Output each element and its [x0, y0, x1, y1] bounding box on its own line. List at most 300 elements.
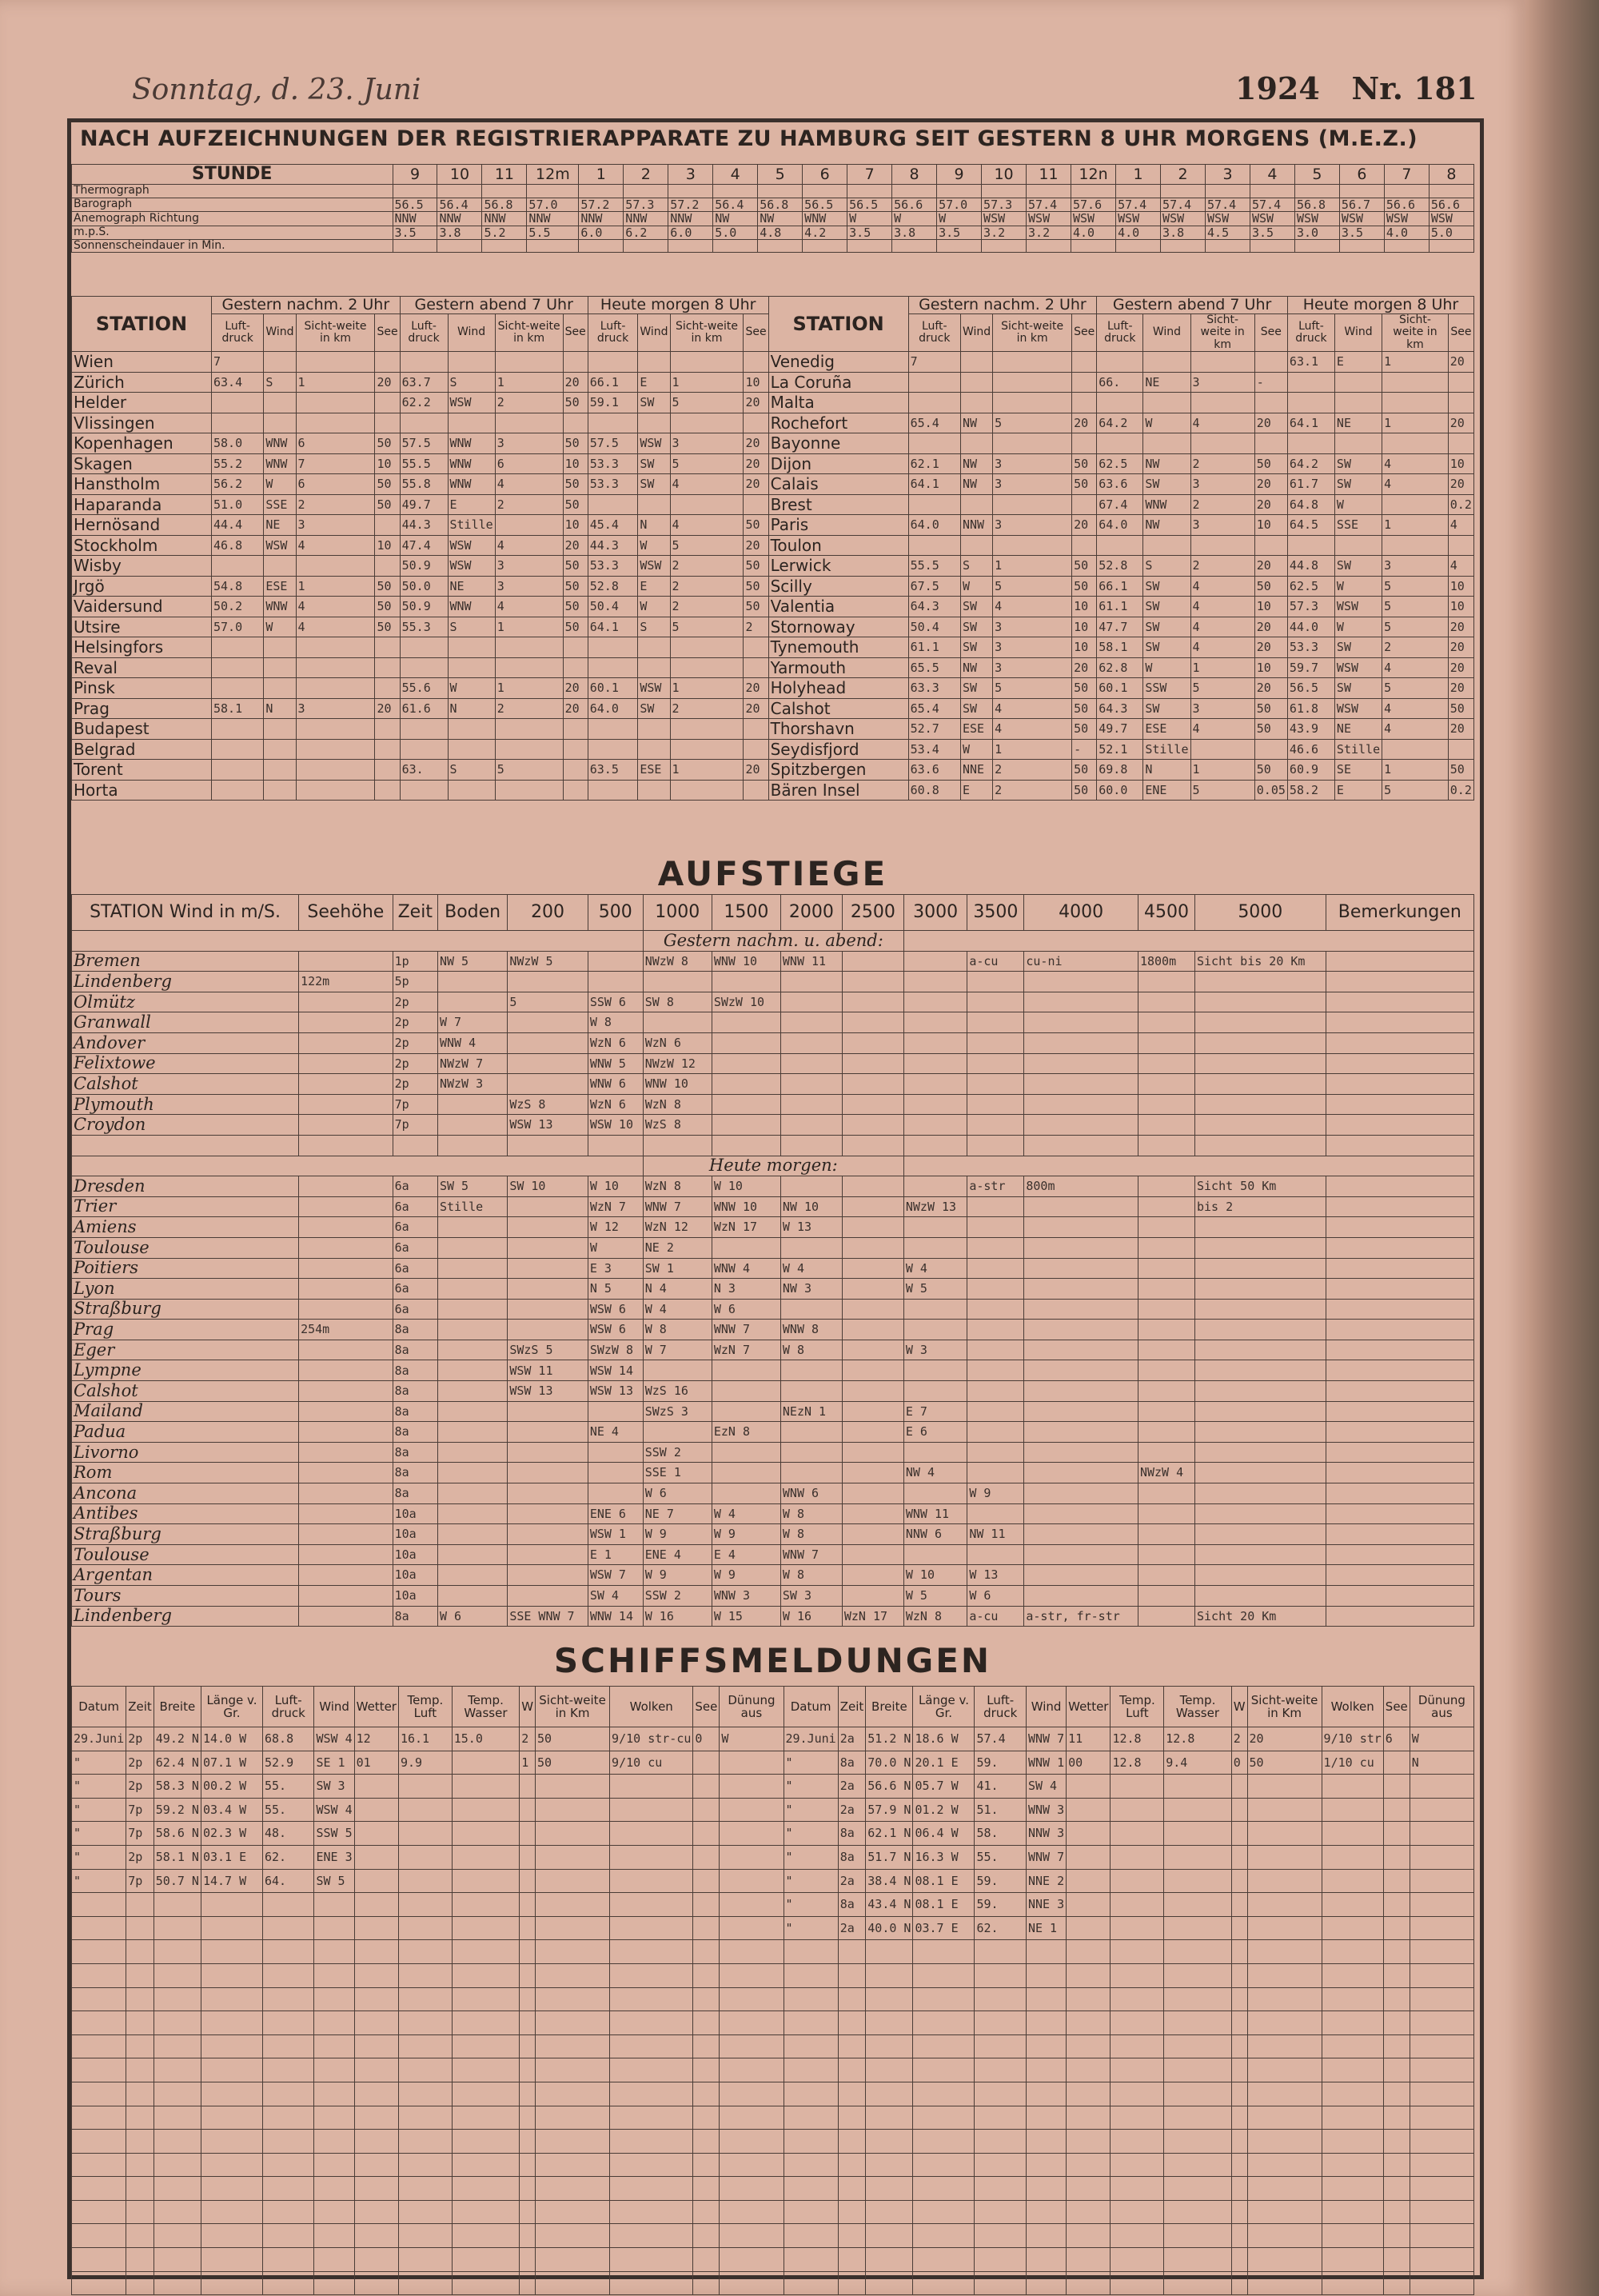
station-value: NW — [1143, 453, 1190, 474]
station-value — [638, 637, 670, 658]
hour-cell: 57.6 — [1071, 198, 1115, 212]
ship-value — [693, 1916, 720, 1940]
ship-value — [1026, 2271, 1066, 2295]
station-value: 6 — [296, 474, 375, 495]
ship-value — [1231, 2106, 1247, 2130]
ascent-value — [437, 1217, 507, 1238]
ship-value: 70.0 N — [866, 1751, 913, 1775]
hour-cell — [1250, 240, 1294, 253]
station-value: 1 — [495, 678, 563, 699]
station-value: 4 — [1190, 719, 1254, 740]
aufstiege-row — [72, 1299, 1474, 1320]
station-value — [1254, 739, 1287, 760]
ship-value — [72, 1893, 126, 1917]
ship-value — [693, 2011, 720, 2035]
ship-value — [1164, 1775, 1231, 1799]
ship-value — [1247, 1845, 1322, 1869]
ascent-value — [1195, 1381, 1326, 1402]
ascent-value — [1024, 1483, 1138, 1504]
ship-value — [1247, 1869, 1322, 1893]
ascent-value — [1024, 1381, 1138, 1402]
ship-value — [126, 2058, 154, 2082]
ship-value — [838, 1940, 866, 1964]
station-value: WSW — [1334, 657, 1382, 678]
station-value: 1 — [1382, 515, 1449, 536]
station-value — [264, 760, 296, 781]
station-value: 4 — [1382, 453, 1449, 474]
ship-value: 02.3 W — [201, 1822, 262, 1846]
ascent-value — [1195, 1544, 1326, 1565]
ship-row — [72, 1822, 1474, 1846]
station-name: Wisby — [72, 556, 212, 577]
station-value — [375, 678, 400, 699]
ship-header-row — [72, 1687, 1474, 1727]
ship-value: 55. — [262, 1798, 313, 1822]
ship-value — [1247, 1940, 1322, 1964]
ship-value — [610, 2248, 693, 2272]
station-value: 50 — [563, 597, 588, 617]
station-value — [1287, 535, 1334, 556]
hour-col: 1 — [579, 165, 624, 185]
ascent-value — [1138, 1422, 1194, 1443]
station-value: 10 — [1072, 617, 1097, 637]
station-value: 4 — [670, 474, 744, 495]
ship-value — [1111, 2058, 1164, 2082]
station-value: 1 — [1382, 352, 1449, 373]
ship-value — [72, 2082, 126, 2106]
ship-value — [314, 2177, 354, 2201]
ship-value — [262, 1987, 313, 2011]
station-value: ESE — [960, 719, 992, 740]
station-value: 2 — [670, 698, 744, 719]
ascent-value — [299, 1606, 393, 1627]
station-value: SW — [960, 617, 992, 637]
station-value: 20 — [1254, 413, 1287, 433]
hour-col: 6 — [1339, 165, 1384, 185]
station-value: WNW — [448, 433, 495, 454]
ascent-value — [437, 1544, 507, 1565]
ascent-value — [1326, 1094, 1473, 1115]
ascent-value — [1195, 1503, 1326, 1524]
ascent-value — [508, 1053, 588, 1074]
ascent-value — [1326, 1217, 1473, 1238]
ascent-value: 8a — [393, 1442, 437, 1463]
ship-value — [693, 2248, 720, 2272]
ship-value — [354, 2082, 398, 2106]
station-value — [563, 637, 588, 658]
ship-value: NNE 2 — [1026, 1869, 1066, 1893]
ship-value — [693, 2082, 720, 2106]
ascent-value — [1138, 1115, 1194, 1136]
ship-value — [126, 1893, 154, 1917]
ship-value: SW 5 — [314, 1869, 354, 1893]
ship-value — [398, 2011, 452, 2035]
station-value: N — [638, 515, 670, 536]
ascent-value — [842, 1320, 903, 1340]
station-value: 10 — [1448, 576, 1473, 597]
ascent-value: WNW 6 — [780, 1483, 842, 1504]
ascent-value — [780, 1422, 842, 1443]
ascent-value: WNW 8 — [780, 1320, 842, 1340]
ship-value — [720, 2106, 784, 2130]
station-value: 5 — [1190, 678, 1254, 699]
station-value: 4 — [1190, 617, 1254, 637]
station-value: WSW — [448, 556, 495, 577]
ship-value — [262, 2248, 313, 2272]
ship-value — [536, 2082, 610, 2106]
ship-value — [201, 2153, 262, 2177]
ship-col: W — [520, 1687, 536, 1727]
ascent-value: WzN 8 — [903, 1606, 967, 1627]
ascent-value: 2p — [393, 1012, 437, 1033]
ascent-value — [1326, 1196, 1473, 1217]
ascent-value — [780, 1442, 842, 1463]
ascent-station: Mailand — [72, 1401, 299, 1422]
ship-value — [126, 2106, 154, 2130]
station-value — [744, 657, 768, 678]
ship-value — [1164, 2248, 1231, 2272]
ship-value — [520, 1869, 536, 1893]
ship-col: W — [1231, 1687, 1247, 1727]
station-value — [638, 657, 670, 678]
ascent-station: Straßburg — [72, 1524, 299, 1545]
ship-value — [1111, 2153, 1164, 2177]
ship-value — [520, 1916, 536, 1940]
station-table — [71, 296, 1474, 801]
hour-cell: W — [892, 212, 937, 226]
ship-value — [201, 2248, 262, 2272]
ascent-value — [712, 1094, 780, 1115]
ship-value — [262, 2034, 313, 2058]
ship-value — [838, 2224, 866, 2248]
ship-value: 11 — [1067, 1727, 1111, 1751]
hour-col: 4 — [1250, 165, 1294, 185]
ship-value: 2a — [838, 1916, 866, 1940]
ship-value: 2 — [520, 1727, 536, 1751]
station-value — [563, 760, 588, 781]
station-value — [1072, 433, 1097, 454]
ship-value — [693, 1845, 720, 1869]
ship-value — [314, 2200, 354, 2224]
station-value: 50 — [563, 617, 588, 637]
ascent-value — [1326, 1032, 1473, 1053]
ship-value — [536, 2011, 610, 2035]
ship-value — [1322, 2106, 1383, 2130]
station-value — [495, 352, 563, 373]
ship-value — [1247, 2224, 1322, 2248]
hour-col: 1 — [1116, 165, 1161, 185]
station-value — [1143, 535, 1190, 556]
ascent-value: SWzS 3 — [643, 1401, 712, 1422]
station-value: 44.3 — [400, 515, 448, 536]
hour-cell: NW — [758, 212, 803, 226]
ascent-value — [299, 1586, 393, 1607]
station-col-label: STATION — [768, 297, 908, 352]
hour-cell: 3.5 — [1250, 226, 1294, 240]
ascent-station: Dresden — [72, 1176, 299, 1197]
aufstiege-row — [72, 992, 1474, 1012]
ascent-value — [967, 1340, 1024, 1360]
ship-value — [1322, 1987, 1383, 2011]
ship-value — [154, 2011, 201, 2035]
ship-value: 12.8 — [1164, 1727, 1231, 1751]
ascent-value: SSW 6 — [588, 992, 643, 1012]
ship-value — [1322, 2058, 1383, 2082]
ship-value — [913, 2106, 975, 2130]
station-value: 1 — [670, 372, 744, 393]
ascent-value — [588, 1483, 643, 1504]
sub-col-label: Wind — [1143, 313, 1190, 351]
ship-value — [1026, 2177, 1066, 2201]
ship-value — [154, 2224, 201, 2248]
ship-value — [693, 2271, 720, 2295]
station-value — [448, 719, 495, 740]
station-value: 50 — [1072, 698, 1097, 719]
station-value — [212, 678, 264, 699]
station-value: 1 — [1382, 760, 1449, 781]
hour-cell: 3.5 — [937, 226, 982, 240]
ship-value — [975, 2248, 1026, 2272]
ship-value — [975, 2200, 1026, 2224]
ship-value — [1026, 1940, 1066, 1964]
station-name: Thorshavn — [768, 719, 908, 740]
ship-value — [520, 2034, 536, 2058]
ship-value — [1164, 2034, 1231, 2058]
ascent-value — [1024, 1360, 1138, 1381]
ship-value — [720, 2271, 784, 2295]
ascent-value — [1195, 1340, 1326, 1360]
ascent-value: 6a — [393, 1299, 437, 1320]
station-row — [72, 556, 1474, 577]
ascent-value — [903, 1115, 967, 1136]
station-value — [448, 780, 495, 801]
station-value: 20 — [563, 698, 588, 719]
ship-value — [1231, 1798, 1247, 1822]
aufstiege-col: 1500 — [712, 895, 780, 931]
ship-value: 8a — [838, 1893, 866, 1917]
ascent-value: NEzN 1 — [780, 1401, 842, 1422]
station-value: 0.2 — [1448, 494, 1473, 515]
station-value: 55.2 — [212, 453, 264, 474]
station-value: W — [448, 678, 495, 699]
ship-value — [913, 2177, 975, 2201]
ship-value — [693, 1869, 720, 1893]
hour-cell: 3.8 — [437, 226, 482, 240]
ascent-station: Granwall — [72, 1012, 299, 1033]
hour-cell: NW — [713, 212, 758, 226]
ship-value — [354, 1822, 398, 1846]
ship-value: SW 3 — [314, 1775, 354, 1799]
ascent-value: WNW 7 — [712, 1320, 780, 1340]
ship-value: ENE 3 — [314, 1845, 354, 1869]
ascent-value — [437, 1442, 507, 1463]
hour-cell — [982, 185, 1027, 198]
ascent-value — [903, 1053, 967, 1074]
ascent-value: 2p — [393, 1074, 437, 1095]
ship-value — [1231, 2058, 1247, 2082]
ship-value — [1026, 2200, 1066, 2224]
ship-value: 2p — [126, 1845, 154, 1869]
ship-value — [201, 1893, 262, 1917]
station-value: 61.7 — [1287, 474, 1334, 495]
station-value — [588, 352, 638, 373]
aufstiege-row — [72, 1565, 1474, 1586]
ship-value — [1164, 1987, 1231, 2011]
sub-col-label: Sicht-weite in km — [495, 313, 563, 351]
ship-value — [866, 2200, 913, 2224]
station-value — [375, 393, 400, 413]
ascent-value — [437, 1565, 507, 1586]
ascent-value — [842, 992, 903, 1012]
hour-cell: WNW — [803, 212, 847, 226]
hour-cell: 3.2 — [982, 226, 1027, 240]
station-value — [264, 780, 296, 801]
station-value: 3 — [1190, 698, 1254, 719]
station-value: SW — [960, 597, 992, 617]
station-value — [563, 352, 588, 373]
hour-col: 12m — [527, 165, 579, 185]
ship-value — [1231, 1822, 1247, 1846]
ascent-value: 8a — [393, 1340, 437, 1360]
ship-value — [314, 2224, 354, 2248]
hour-cell: 56.5 — [803, 198, 847, 212]
ascent-value — [1024, 1299, 1138, 1320]
station-name: Budapest — [72, 719, 212, 740]
hour-cell: 56.8 — [1294, 198, 1339, 212]
ascent-value — [780, 1074, 842, 1095]
station-name: Stornoway — [768, 617, 908, 637]
ascent-value — [842, 1360, 903, 1381]
ship-value — [314, 2034, 354, 2058]
ship-value — [693, 2106, 720, 2130]
station-value: 5 — [1190, 780, 1254, 801]
ascent-value — [508, 1299, 588, 1320]
ship-value — [1164, 1916, 1231, 1940]
sub-col-label: Wind — [264, 313, 296, 351]
ship-value: 2p — [126, 1775, 154, 1799]
ship-value: 20.1 E — [913, 1751, 975, 1775]
ascent-value — [588, 1442, 643, 1463]
ship-value — [126, 2130, 154, 2154]
ship-value — [693, 1822, 720, 1846]
ship-value — [1111, 1798, 1164, 1822]
ship-value — [1067, 2153, 1111, 2177]
station-value — [670, 637, 744, 658]
ascent-value — [1138, 1544, 1194, 1565]
station-value — [1254, 433, 1287, 454]
ship-value — [72, 2271, 126, 2295]
ascent-value: SSE 1 — [643, 1463, 712, 1483]
ship-value — [784, 2130, 838, 2154]
station-value: W — [1143, 657, 1190, 678]
ship-value — [1322, 1845, 1383, 1869]
ship-value — [201, 2271, 262, 2295]
ascent-value — [712, 1360, 780, 1381]
ascent-value — [643, 1422, 712, 1443]
ascent-value — [1326, 1299, 1473, 1320]
ship-value — [72, 2248, 126, 2272]
station-value — [960, 372, 992, 393]
ship-value — [452, 2200, 519, 2224]
ship-value — [354, 2248, 398, 2272]
aufstiege-col: STATION Wind in m/S. — [72, 895, 299, 931]
ship-value: NNE 3 — [1026, 1893, 1066, 1917]
ascent-value: WzS 8 — [643, 1115, 712, 1136]
ship-value — [1067, 2200, 1111, 2224]
station-value — [264, 739, 296, 760]
hour-cell — [1339, 240, 1384, 253]
station-value: 49.7 — [1097, 719, 1143, 740]
ascent-value: W 10 — [903, 1565, 967, 1586]
ship-value — [610, 1916, 693, 1940]
hour-cell — [892, 185, 937, 198]
station-value — [296, 352, 375, 373]
ascent-value — [1195, 1032, 1326, 1053]
station-value: 50 — [375, 433, 400, 454]
station-value: 55.3 — [400, 617, 448, 637]
ship-value — [154, 2200, 201, 2224]
sub-col-label: See — [1254, 313, 1287, 351]
station-value: 67.5 — [908, 576, 960, 597]
ascent-value: W 9 — [712, 1524, 780, 1545]
ascent-value — [1024, 992, 1138, 1012]
ship-value — [720, 2058, 784, 2082]
ship-value — [398, 1963, 452, 1987]
ascent-value: Sicht 20 Km — [1195, 1606, 1326, 1627]
station-value: 50 — [1072, 453, 1097, 474]
ascent-value — [842, 1196, 903, 1217]
hour-cell — [1116, 240, 1161, 253]
station-value — [670, 413, 744, 433]
hour-row — [72, 198, 1474, 212]
ascent-value: N 4 — [643, 1279, 712, 1300]
ship-value — [1410, 2177, 1473, 2201]
ship-value: 52.9 — [262, 1751, 313, 1775]
station-value: 55.6 — [400, 678, 448, 699]
station-value: 1 — [993, 739, 1072, 760]
ship-value — [610, 2130, 693, 2154]
ascent-value — [903, 1217, 967, 1238]
ship-value — [520, 1775, 536, 1799]
ship-col: Länge v. Gr. — [913, 1687, 975, 1727]
station-value: 7 — [296, 453, 375, 474]
ship-value: 9.9 — [398, 1751, 452, 1775]
aufstiege-row — [72, 951, 1474, 972]
blank-cell — [1326, 1135, 1473, 1156]
ship-value — [720, 1751, 784, 1775]
ascent-value: 2p — [393, 1032, 437, 1053]
ship-value — [1383, 2130, 1410, 2154]
station-value: 3 — [993, 637, 1072, 658]
ascent-value: W 13 — [967, 1565, 1024, 1586]
ship-value — [520, 2224, 536, 2248]
ship-value — [354, 2011, 398, 2035]
sub-col-label: Luft-druck — [1097, 313, 1143, 351]
station-value — [563, 739, 588, 760]
ascent-value: W 5 — [903, 1279, 967, 1300]
ascent-value: 6a — [393, 1258, 437, 1279]
ascent-value — [780, 1381, 842, 1402]
ship-value — [354, 2271, 398, 2295]
ship-value — [1383, 2200, 1410, 2224]
station-value: 4 — [296, 535, 375, 556]
station-value: 3 — [296, 515, 375, 536]
ascent-value: 800m — [1024, 1176, 1138, 1197]
hour-cell — [1161, 185, 1206, 198]
hour-cell: WSW — [1116, 212, 1161, 226]
station-value — [588, 637, 638, 658]
ascent-value — [967, 1442, 1024, 1463]
